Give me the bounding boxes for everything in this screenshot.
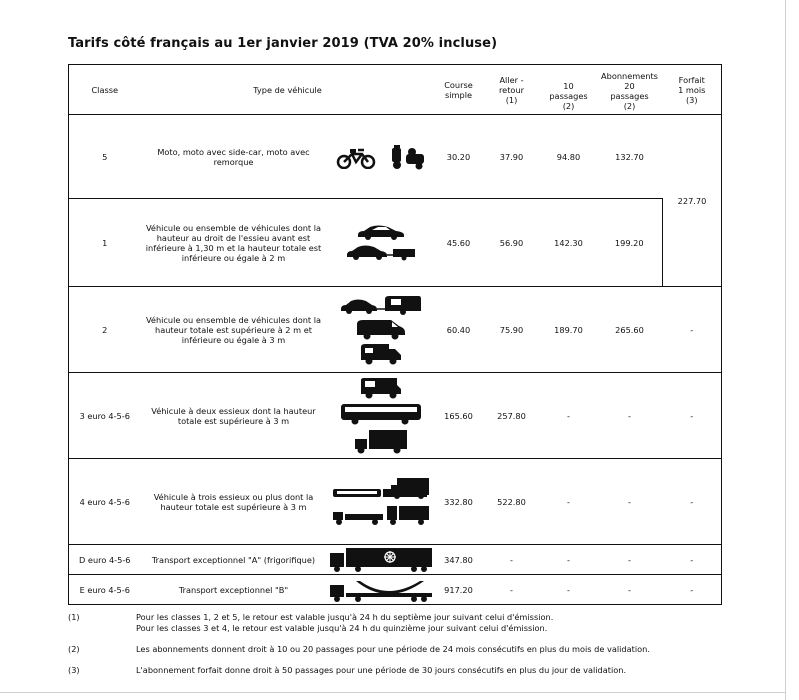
cell-icons <box>327 373 435 459</box>
cell-icons <box>327 115 435 199</box>
cell-classe: E euro 4-5-6 <box>69 575 141 605</box>
table-row <box>69 373 722 459</box>
header-classe: Classe <box>69 65 141 115</box>
cell-classe: 5 <box>69 115 141 199</box>
semi-trailer-icon <box>331 504 431 526</box>
cell-aller: - <box>483 545 541 575</box>
footnotes <box>68 612 768 686</box>
footnote-number: (1) <box>68 612 80 622</box>
cell-forfait: - <box>663 459 722 545</box>
cell-simple: 60.40 <box>435 287 483 373</box>
rigid-truck-icon <box>331 477 431 501</box>
moto-icon <box>336 145 376 169</box>
footnote-line: L'abonnement forfait donne droit à 50 passages pour une période de 30 jours consécutifs en plus du jour de validation. <box>136 665 627 675</box>
bus-icon <box>339 402 423 426</box>
cell-classe: 4 euro 4-5-6 <box>69 459 141 545</box>
cell-10-passages: - <box>541 459 597 545</box>
cell-simple: 332.80 <box>435 459 483 545</box>
cell-type: Véhicule ou ensemble de véhicules dont la hauteur totale est supérieure à 2 m et inférieure ou égale à 3 m <box>141 287 327 373</box>
cell-forfait: - <box>663 545 722 575</box>
cell-icons <box>327 459 435 545</box>
header-type: Type de véhicule <box>141 65 435 115</box>
cell-20-passages: - <box>597 459 663 545</box>
footnote-line: Pour les classes 3 et 4, le retour est valable jusqu'à 24 h du quinzième jour suivant celui d'émission. <box>136 623 548 633</box>
cell-aller: - <box>483 575 541 605</box>
page-title: Tarifs côté français au 1er janvier 2019 (TVA 20% incluse) <box>68 36 498 51</box>
header-p20-line4: (2) <box>623 101 636 111</box>
header-forfait-line3: (3) <box>685 94 698 105</box>
table-row <box>69 459 722 545</box>
cell-classe: D euro 4-5-6 <box>69 545 141 575</box>
cell-10-passages: 94.80 <box>541 115 597 199</box>
van-icon <box>355 318 407 340</box>
car-caravan-icon <box>339 295 423 315</box>
cell-aller: 56.90 <box>483 199 541 287</box>
header-simple-line2: simple <box>444 89 473 100</box>
header-p10-line2: passages <box>549 91 588 101</box>
header-p10-line3: (2) <box>562 101 575 111</box>
tariff-table <box>68 64 722 605</box>
cell-classe: 3 euro 4-5-6 <box>69 373 141 459</box>
footnote-text <box>136 644 768 655</box>
cell-type: Véhicule à trois essieux ou plus dont la hauteur totale est supérieure à 3 m <box>141 459 327 545</box>
cell-icons <box>327 287 435 373</box>
car-icon <box>356 224 406 240</box>
cell-icons <box>327 575 435 605</box>
header-aller-line2: retour <box>499 84 524 95</box>
cell-simple: 165.60 <box>435 373 483 459</box>
car-trailer-icon <box>345 243 417 261</box>
cell-aller: 257.80 <box>483 373 541 459</box>
cell-forfait: - <box>663 575 722 605</box>
cell-aller: 75.90 <box>483 287 541 373</box>
header-simple-line1: Course <box>444 79 473 90</box>
cell-20-passages: - <box>597 545 663 575</box>
cell-type: Véhicule ou ensemble de véhicules dont la hauteur au droit de l'essieu avant est inférieure à 1,30 m et la hauteur totale est inférieure ou égale à 2 m <box>141 199 327 287</box>
footnote-text <box>136 665 768 676</box>
table-row <box>69 545 722 575</box>
cell-type: Moto, moto avec side-car, moto avec remorque <box>141 115 327 199</box>
page-edge-right <box>785 0 786 700</box>
footnote-number: (2) <box>68 644 80 654</box>
cell-10-passages: 142.30 <box>541 199 597 287</box>
cell-simple: 30.20 <box>435 115 483 199</box>
cell-classe: 2 <box>69 287 141 373</box>
header-aller-line1: Aller - <box>499 74 524 85</box>
header-p20-line1: Abonnements <box>601 71 658 81</box>
cell-forfait-shared: 227.70 <box>663 115 722 287</box>
cell-10-passages: - <box>541 545 597 575</box>
footnote-text <box>136 612 768 634</box>
small-camper-icon <box>359 343 403 365</box>
cell-20-passages: - <box>597 575 663 605</box>
cell-classe: 1 <box>69 199 141 287</box>
header-simple <box>435 65 483 115</box>
truck-icon <box>353 429 409 455</box>
header-forfait-line2: 1 mois <box>678 84 706 95</box>
footnote-line: Les abonnements donnent droit à 10 ou 20 passages pour une période de 24 mois consécutifs en plus du mois de validation. <box>136 644 650 654</box>
header-p10-line1: 10 <box>563 81 574 91</box>
cell-icons <box>327 545 435 575</box>
camper-icon <box>359 377 403 399</box>
cell-20-passages: - <box>597 373 663 459</box>
footnote-line: Pour les classes 1, 2 et 5, le retour est valable jusqu'à 24 h du septième jour suivant celui d'émission. <box>136 612 554 622</box>
cell-type: Véhicule à deux essieux dont la hauteur totale est supérieure à 3 m <box>141 373 327 459</box>
header-10-passages <box>541 65 597 115</box>
cell-forfait: - <box>663 373 722 459</box>
cell-forfait: - <box>663 287 722 373</box>
cell-aller: 522.80 <box>483 459 541 545</box>
page-edge-bottom <box>0 692 786 693</box>
header-p20-line3: passages <box>610 91 649 101</box>
cell-icons <box>327 199 435 287</box>
footnote-number: (3) <box>68 665 80 675</box>
cell-10-passages: - <box>541 575 597 605</box>
header-forfait <box>663 65 722 115</box>
header-forfait-line1: Forfait <box>678 74 705 85</box>
exceptional-load-icon <box>328 577 434 603</box>
header-p20-line2: 20 <box>624 81 635 91</box>
cell-aller: 37.90 <box>483 115 541 199</box>
cell-20-passages: 199.20 <box>597 199 663 287</box>
table-row <box>69 199 722 287</box>
moto-sidecar-icon <box>390 144 426 170</box>
cell-10-passages: 189.70 <box>541 287 597 373</box>
footnote <box>68 665 768 676</box>
cell-simple: 347.80 <box>435 545 483 575</box>
table-row <box>69 287 722 373</box>
header-row <box>69 65 722 115</box>
cell-10-passages: - <box>541 373 597 459</box>
cell-type: Transport exceptionnel "A" (frigorifique) <box>141 545 327 575</box>
table-row <box>69 115 722 199</box>
footnote <box>68 644 768 655</box>
cell-20-passages: 265.60 <box>597 287 663 373</box>
header-aller-line3: (1) <box>505 94 518 105</box>
cell-20-passages: 132.70 <box>597 115 663 199</box>
footnote <box>68 612 768 634</box>
header-20-passages <box>597 65 663 115</box>
cell-simple: 917.20 <box>435 575 483 605</box>
reefer-truck-icon <box>328 547 434 573</box>
header-aller <box>483 65 541 115</box>
cell-simple: 45.60 <box>435 199 483 287</box>
table-row <box>69 575 722 605</box>
cell-type: Transport exceptionnel "B" <box>141 575 327 605</box>
